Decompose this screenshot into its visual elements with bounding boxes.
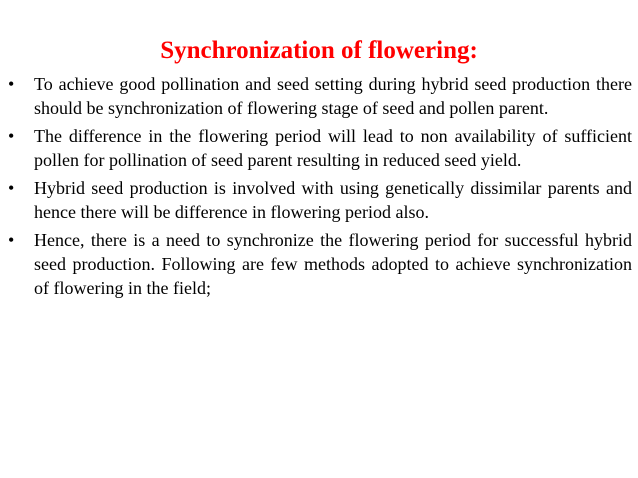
bullet-dot-icon: •: [8, 178, 15, 198]
bullet-text: Hybrid seed production is involved with using genetically dissimilar parents and hence there will be difference in flowering period also.: [34, 178, 632, 222]
bullet-text: To achieve good pollination and seed setting during hybrid seed production there should be synchronization of flowering stage of seed and pollen parent.: [34, 74, 632, 118]
bullet-text: The difference in the flowering period will lead to non availability of sufficient pollen for pollination of seed parent resulting in reduced seed yield.: [34, 126, 632, 170]
bullet-dot-icon: •: [8, 74, 15, 94]
bullet-item: [8, 72, 632, 120]
bullet-list: [8, 72, 632, 304]
bullet-dot-icon: •: [8, 230, 15, 250]
bullet-dot-icon: •: [8, 126, 15, 146]
bullet-item: [8, 176, 632, 224]
bullet-text: Hence, there is a need to synchronize the flowering period for successful hybrid seed production. Following are few methods adopted to achieve synchronization of flowering in the field;: [34, 230, 632, 298]
bullet-item: [8, 124, 632, 172]
bullet-item: [8, 228, 632, 300]
slide-title: Synchronization of flowering:: [160, 37, 478, 64]
